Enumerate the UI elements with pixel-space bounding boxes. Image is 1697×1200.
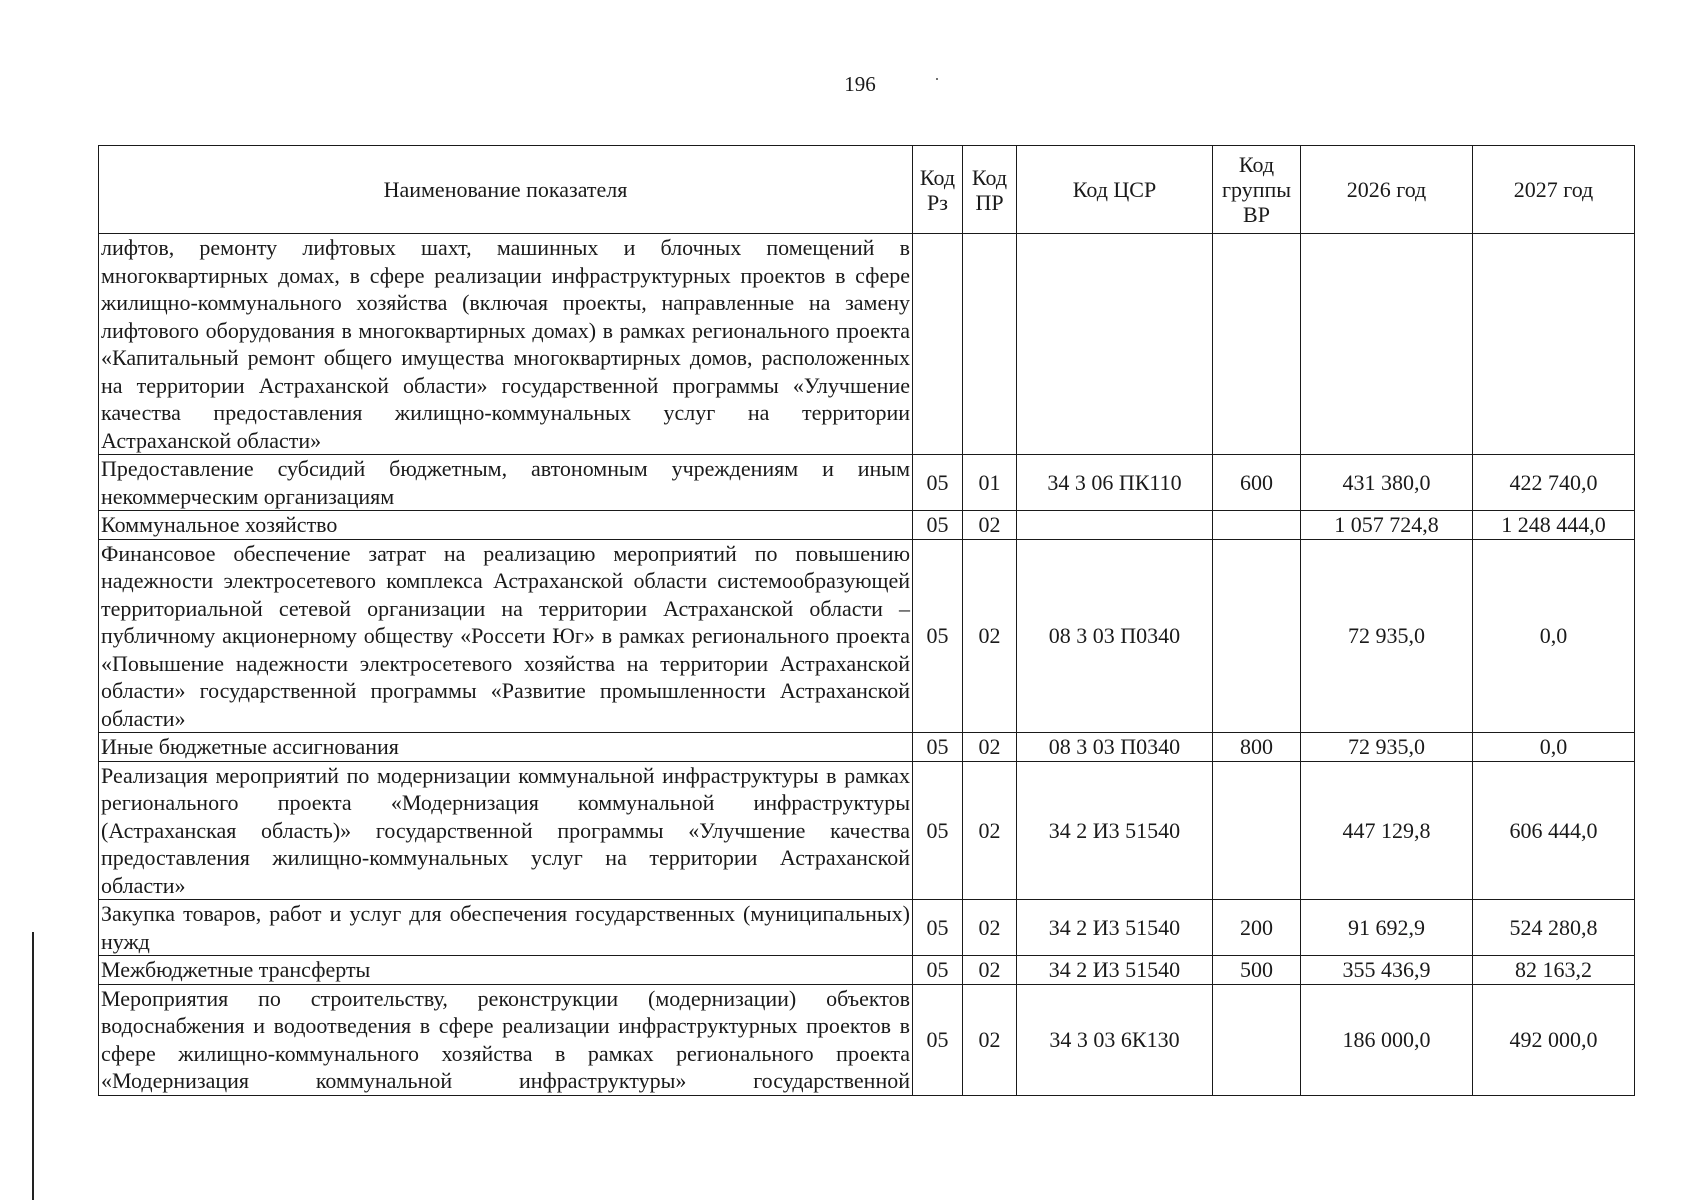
row-csr bbox=[1017, 511, 1213, 540]
row-rz: 05 bbox=[913, 900, 963, 956]
table-row bbox=[99, 900, 1635, 956]
table-row bbox=[99, 455, 1635, 511]
table-row bbox=[99, 539, 1635, 733]
binding-margin-line bbox=[32, 932, 34, 1200]
row-rz bbox=[913, 234, 963, 455]
row-name: лифтов, ремонту лифтовых шахт, машинных и блочных помещений в многоквартирных домах, в сфере реализации инфраструктурных проектов в сфере жилищно-коммунального хозяйства (включая проекты, направленные на замену лифтового оборудования в многоквартирных домах) в рамках регионального проекта «Капитальный ремонт общего имущества многоквартирных домов, расположенных на территории Астраханской области» государственной программы «Улучшение качества предоставления жилищно-коммунальных услуг на территории Астраханской области» bbox=[99, 234, 913, 455]
row-name: Межбюджетные трансферты bbox=[99, 956, 913, 985]
row-vr: 500 bbox=[1213, 956, 1301, 985]
row-2026: 355 436,9 bbox=[1301, 956, 1473, 985]
row-rz: 05 bbox=[913, 539, 963, 733]
row-2027: 422 740,0 bbox=[1473, 455, 1635, 511]
row-vr bbox=[1213, 984, 1301, 1095]
table-row bbox=[99, 956, 1635, 985]
header-2026: 2026 год bbox=[1301, 146, 1473, 234]
table-row bbox=[99, 234, 1635, 455]
row-pr: 02 bbox=[963, 539, 1017, 733]
row-pr: 02 bbox=[963, 761, 1017, 900]
row-rz: 05 bbox=[913, 511, 963, 540]
row-pr: 02 bbox=[963, 900, 1017, 956]
row-pr: 02 bbox=[963, 511, 1017, 540]
row-rz: 05 bbox=[913, 733, 963, 762]
header-vr: Код группы ВР bbox=[1213, 146, 1301, 234]
row-vr bbox=[1213, 511, 1301, 540]
row-pr bbox=[963, 234, 1017, 455]
row-vr bbox=[1213, 539, 1301, 733]
row-2026 bbox=[1301, 234, 1473, 455]
row-pr: 02 bbox=[963, 984, 1017, 1095]
row-2026: 186 000,0 bbox=[1301, 984, 1473, 1095]
row-name: Реализация мероприятий по модернизации коммунальной инфраструктуры в рамках регионального проекта «Модернизация коммунальной инфраструктуры (Астраханская область)» государственной программы «Улучшение качества предоставления жилищно-коммунальных услуг на территории Астраханской области» bbox=[99, 761, 913, 900]
header-2027: 2027 год bbox=[1473, 146, 1635, 234]
header-name: Наименование показателя bbox=[99, 146, 913, 234]
row-2026: 72 935,0 bbox=[1301, 539, 1473, 733]
row-pr: 01 bbox=[963, 455, 1017, 511]
row-2027: 492 000,0 bbox=[1473, 984, 1635, 1095]
row-2026: 91 692,9 bbox=[1301, 900, 1473, 956]
row-2027: 606 444,0 bbox=[1473, 761, 1635, 900]
row-rz: 05 bbox=[913, 455, 963, 511]
row-csr: 34 2 И3 51540 bbox=[1017, 761, 1213, 900]
row-2027: 524 280,8 bbox=[1473, 900, 1635, 956]
scan-speck bbox=[936, 78, 938, 80]
table-header-row bbox=[99, 146, 1635, 234]
table-row bbox=[99, 733, 1635, 762]
row-2027 bbox=[1473, 234, 1635, 455]
header-pr: Код ПР bbox=[963, 146, 1017, 234]
row-rz: 05 bbox=[913, 761, 963, 900]
header-rz: Код Рз bbox=[913, 146, 963, 234]
row-name: Закупка товаров, работ и услуг для обеспечения государственных (муниципальных) нужд bbox=[99, 900, 913, 956]
row-vr bbox=[1213, 234, 1301, 455]
row-csr bbox=[1017, 234, 1213, 455]
row-2026: 1 057 724,8 bbox=[1301, 511, 1473, 540]
row-csr: 08 3 03 П0340 bbox=[1017, 733, 1213, 762]
row-2027: 0,0 bbox=[1473, 539, 1635, 733]
row-csr: 08 3 03 П0340 bbox=[1017, 539, 1213, 733]
row-name: Предоставление субсидий бюджетным, автономным учреждениям и иным некоммерческим организациям bbox=[99, 455, 913, 511]
row-name: Мероприятия по строительству, реконструкции (модернизации) объектов водоснабжения и водоотведения в сфере реализации инфраструктурных проектов в сфере жилищно-коммунального хозяйства в рамках регионального проекта «Модернизация коммунальной инфраструктуры» государственной bbox=[99, 984, 913, 1095]
row-name: Коммунальное хозяйство bbox=[99, 511, 913, 540]
table-row bbox=[99, 761, 1635, 900]
row-vr: 200 bbox=[1213, 900, 1301, 956]
row-csr: 34 2 И3 51540 bbox=[1017, 956, 1213, 985]
row-csr: 34 3 06 ПК110 bbox=[1017, 455, 1213, 511]
header-csr: Код ЦСР bbox=[1017, 146, 1213, 234]
table-row bbox=[99, 984, 1635, 1095]
table-row bbox=[99, 511, 1635, 540]
row-2026: 431 380,0 bbox=[1301, 455, 1473, 511]
row-vr: 600 bbox=[1213, 455, 1301, 511]
budget-table bbox=[98, 145, 1635, 1096]
row-csr: 34 3 03 6К130 bbox=[1017, 984, 1213, 1095]
row-2026: 72 935,0 bbox=[1301, 733, 1473, 762]
row-pr: 02 bbox=[963, 956, 1017, 985]
row-2026: 447 129,8 bbox=[1301, 761, 1473, 900]
row-2027: 0,0 bbox=[1473, 733, 1635, 762]
row-csr: 34 2 И3 51540 bbox=[1017, 900, 1213, 956]
row-pr: 02 bbox=[963, 733, 1017, 762]
row-name: Иные бюджетные ассигнования bbox=[99, 733, 913, 762]
row-rz: 05 bbox=[913, 956, 963, 985]
row-2027: 1 248 444,0 bbox=[1473, 511, 1635, 540]
row-2027: 82 163,2 bbox=[1473, 956, 1635, 985]
page-number: 196 bbox=[844, 72, 876, 96]
row-name: Финансовое обеспечение затрат на реализацию мероприятий по повышению надежности электросетевого комплекса Астраханской области системообразующей территориальной сетевой организации на территории Астраханской области – публичному акционерному обществу «Россети Юг» в рамках регионального проекта «Повышение надежности электросетевого хозяйства на территории Астраханской области» государственной программы «Развитие промышленности Астраханской области» bbox=[99, 539, 913, 733]
row-rz: 05 bbox=[913, 984, 963, 1095]
row-vr: 800 bbox=[1213, 733, 1301, 762]
row-vr bbox=[1213, 761, 1301, 900]
